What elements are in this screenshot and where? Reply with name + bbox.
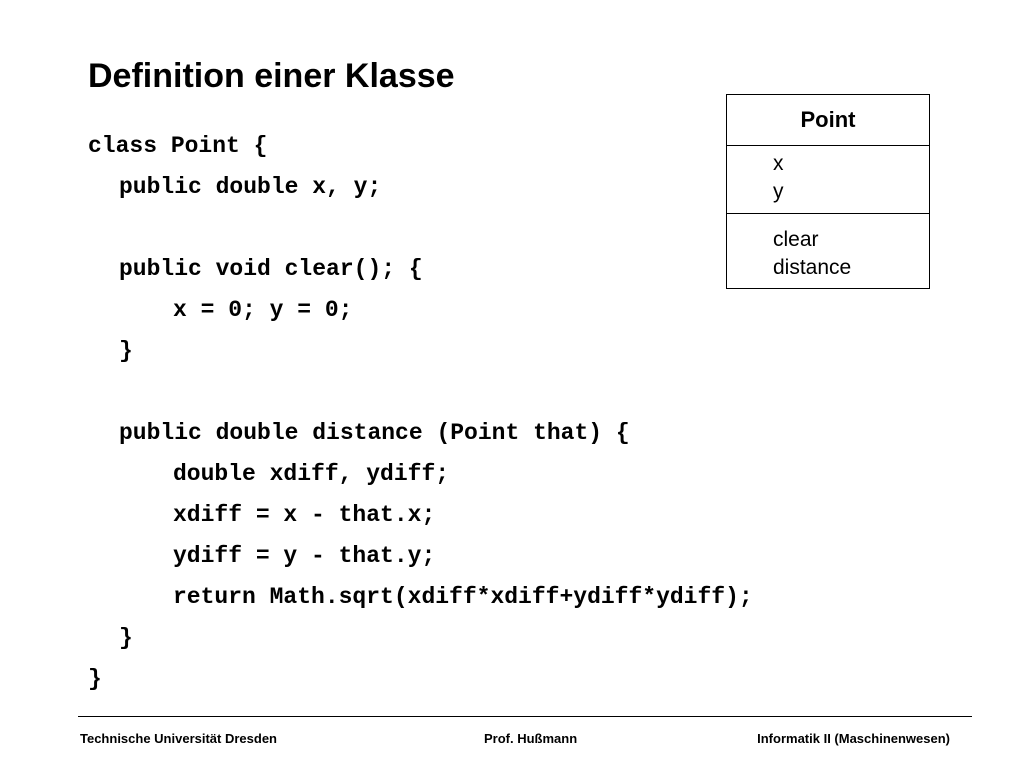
code-line: return Math.sqrt(xdiff*xdiff+ydiff*ydiff); xyxy=(173,584,753,610)
footer-institution: Technische Universität Dresden xyxy=(80,731,277,746)
uml-class-diagram xyxy=(726,94,930,289)
code-line xyxy=(88,208,753,249)
code-block xyxy=(88,126,753,700)
code-line: x = 0; y = 0; xyxy=(173,297,353,323)
code-line: public double distance (Point that) { xyxy=(119,420,630,446)
uml-operation: clear xyxy=(773,228,819,251)
footer-course: Informatik II (Maschinenwesen) xyxy=(757,731,950,746)
footer-divider xyxy=(78,716,972,717)
code-line: ydiff = y - that.y; xyxy=(173,543,436,569)
code-line: } xyxy=(119,625,133,651)
code-line: public double x, y; xyxy=(119,174,382,200)
uml-operations xyxy=(727,214,929,288)
footer-author: Prof. Hußmann xyxy=(484,731,578,746)
uml-class-name: Point xyxy=(727,95,929,146)
code-line xyxy=(88,372,753,413)
uml-attributes xyxy=(727,146,929,214)
code-line: xdiff = x - that.x; xyxy=(173,502,436,528)
uml-operation: distance xyxy=(773,256,852,279)
uml-attribute: y xyxy=(773,180,784,203)
code-line: } xyxy=(119,338,133,364)
code-line: public void clear(); { xyxy=(119,256,423,282)
slide-title: Definition einer Klasse xyxy=(88,57,455,95)
code-line: } xyxy=(88,666,102,692)
code-line: class Point { xyxy=(88,133,268,159)
code-line: double xdiff, ydiff; xyxy=(173,461,450,487)
uml-attribute: x xyxy=(773,152,784,175)
